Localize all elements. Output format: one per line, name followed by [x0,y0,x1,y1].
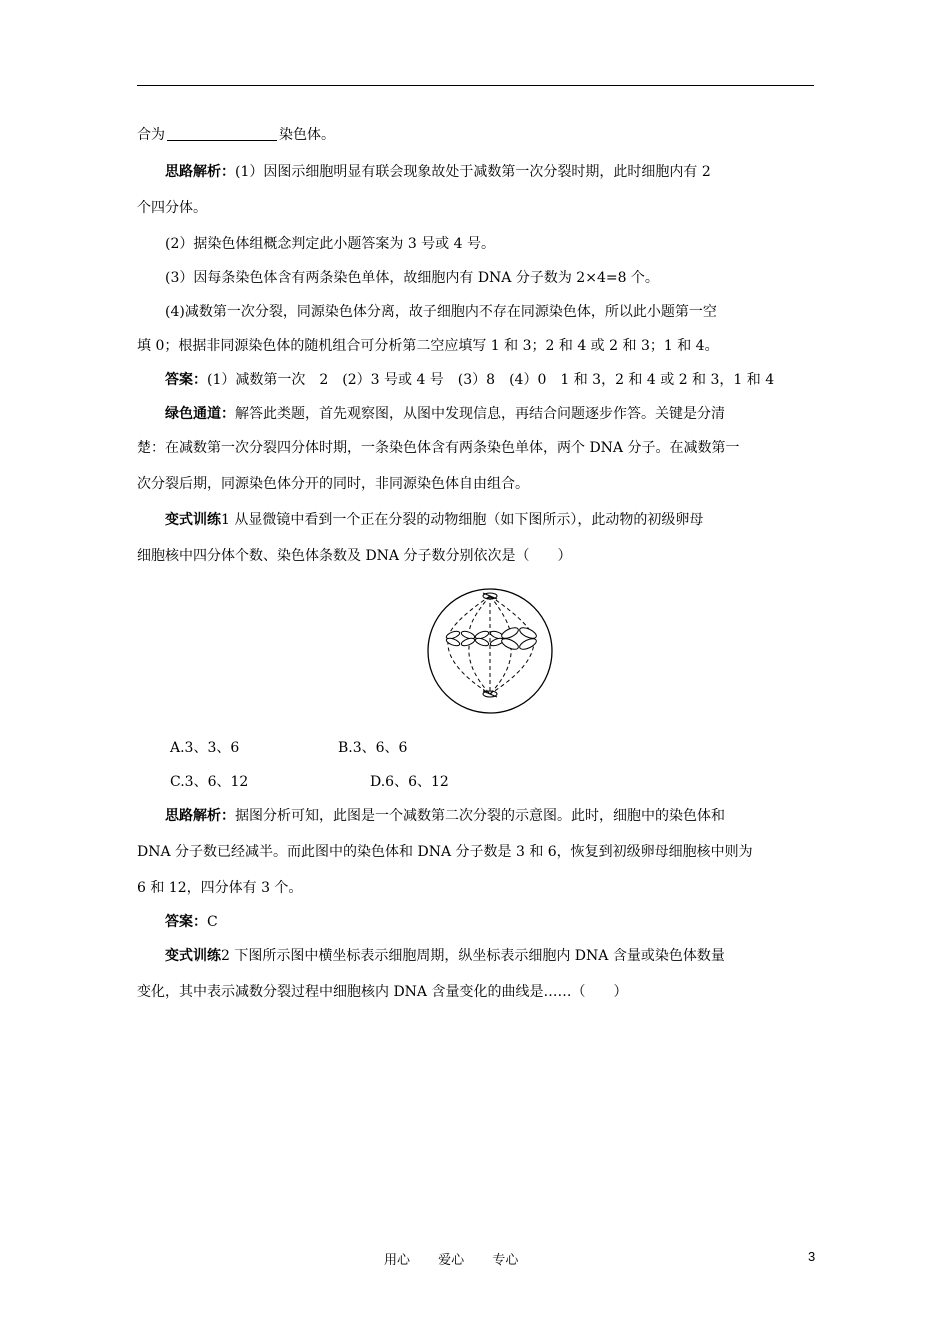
analysis-5-line-1 [165,806,845,826]
analysis-1-line-1 [165,162,845,182]
analysis-3: (3）因每条染色体含有两条染色单体，故细胞内有 DNA 分子数为 2×4=8 个。 [165,270,659,286]
exercise-2-line-1 [165,946,845,966]
answer-1 [165,370,845,390]
green-channel-line-3: 次分裂后期，同源染色体分开的同时，非同源染色体自由组合。 [137,476,529,492]
option-c[interactable]: C.3、6、12 [170,774,249,790]
centrosome-bottom [483,691,497,697]
answer-label: 答案： [165,372,207,388]
answer-text: (1）减数第一次 2 (2）3 号或 4 号 (3）8 (4）0 1 和 3，2 和 4 或 2 和 3，1 和 4 [207,372,775,388]
answer-blank[interactable] [167,126,277,141]
fill-blank-line [137,125,817,145]
option-b[interactable]: B.3、6、6 [338,740,408,756]
page-footer [384,1249,542,1268]
answer-label: 答案： [165,914,207,930]
exercise-text: 1 从显微镜中看到一个正在分裂的动物细胞（如下图所示），此动物的初级卵母 [221,512,704,528]
exercise-2-line-2: 变化，其中表示减数分裂过程中细胞核内 DNA 含量变化的曲线是……（ ） [137,984,628,1000]
exercise-label: 变式训练 [165,948,221,964]
exercise-1-line-2: 细胞核中四分体个数、染色体条数及 DNA 分子数分别依次是（ ） [137,548,572,564]
exercise-text: 2 下图所示图中横坐标表示细胞周期，纵坐标表示细胞内 DNA 含量或染色体数量 [221,948,725,964]
answer-text: C [207,914,218,930]
footer-text-2: 爱心 [438,1253,465,1268]
analysis-1-line-2: 个四分体。 [137,200,207,216]
green-channel-label: 绿色通道： [165,406,235,422]
green-channel-line-2: 楚：在减数第一次分裂四分体时期，一条染色体含有两条染色单体，两个 DNA 分子。在减数第一 [137,440,740,456]
footer-text-3: 专心 [492,1253,519,1268]
answer-2 [165,912,845,932]
option-d[interactable]: D.6、6、12 [370,774,449,790]
line-post-text: 染色体。 [279,127,335,143]
analysis-4-line-1: (4)减数第一次分裂，同源染色体分离，故子细胞内不存在同源染色体，所以此小题第一空 [165,304,717,320]
green-channel-line-1 [165,404,845,424]
cell-division-diagram [424,586,556,716]
page-number: 3 [808,1249,816,1264]
analysis-2: (2）据染色体组概念判定此小题答案为 3 号或 4 号。 [165,236,495,252]
green-channel-text: 解答此类题，首先观察图，从图中发现信息，再结合问题逐步作答。关键是分清 [235,406,725,422]
exercise-1-line-1 [165,510,845,530]
analysis-5-line-3: 6 和 12，四分体有 3 个。 [137,880,303,896]
analysis-text: (1）因图示细胞明显有联会现象故处于减数第一次分裂时期，此时细胞内有 2 [235,164,711,180]
footer-text-1: 用心 [384,1253,411,1268]
header-rule [137,85,814,86]
analysis-label: 思路解析： [165,808,235,824]
analysis-4-line-2: 填 0；根据非同源染色体的随机组合可分析第二空应填写 1 和 3；2 和 4 或 2 和 3；1 和 4。 [137,338,719,354]
chromosome-1 [445,630,475,647]
analysis-label: 思路解析： [165,164,235,180]
line-pre-text: 合为 [137,127,165,143]
option-a[interactable]: A.3、3、6 [170,740,240,756]
analysis-text: 据图分析可知，此图是一个减数第二次分裂的示意图。此时，细胞中的染色体和 [235,808,725,824]
analysis-5-line-2: DNA 分子数已经减半。而此图中的染色体和 DNA 分子数是 3 和 6，恢复到初级卵母细胞核中则为 [137,844,753,860]
exercise-label: 变式训练 [165,512,221,528]
chromosome-3 [500,626,538,652]
